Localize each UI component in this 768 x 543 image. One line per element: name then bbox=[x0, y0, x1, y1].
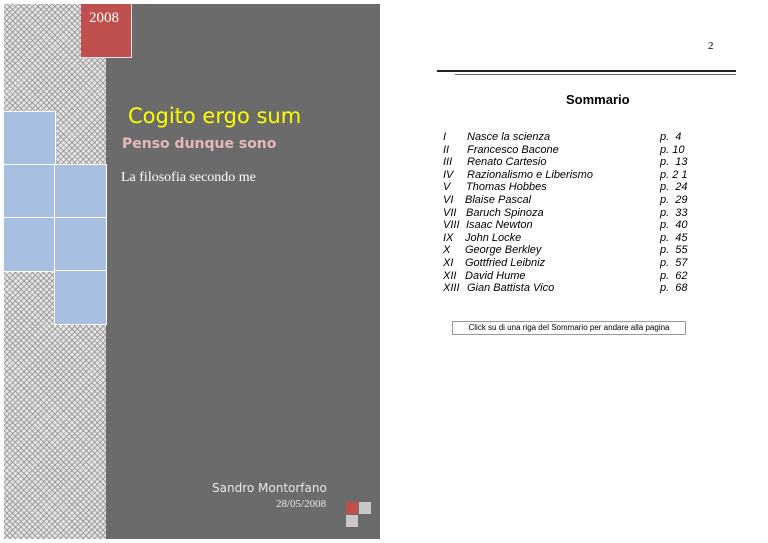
toc-row-11[interactable] bbox=[443, 257, 693, 270]
toc-number: VIII bbox=[443, 219, 460, 232]
toc-row-8[interactable] bbox=[443, 219, 693, 232]
toc-number: X bbox=[443, 244, 451, 257]
toc-page: p. 45 bbox=[660, 231, 688, 244]
toc-chapter: Blaise Pascal bbox=[465, 193, 532, 206]
blue-square bbox=[55, 165, 106, 218]
toc-page: p. 10 bbox=[660, 143, 685, 156]
decor-square-gray bbox=[359, 502, 371, 514]
cover-year: 2008 bbox=[89, 10, 119, 26]
toc-title: Sommario bbox=[566, 92, 630, 107]
toc-number: VI bbox=[443, 193, 454, 206]
toc-page: p. 57 bbox=[660, 256, 688, 269]
toc-number: II bbox=[443, 143, 450, 156]
toc-page: p. 40 bbox=[660, 219, 688, 232]
toc-page: p. 13 bbox=[660, 156, 688, 169]
toc-row-7[interactable] bbox=[443, 207, 693, 220]
toc-page: p. 55 bbox=[660, 244, 688, 257]
toc-row-1[interactable] bbox=[443, 131, 693, 144]
toc-number: XI bbox=[443, 256, 454, 269]
toc-page: p. 68 bbox=[660, 282, 688, 295]
year-box bbox=[81, 4, 132, 58]
toc-row-2[interactable] bbox=[443, 144, 693, 157]
blue-square bbox=[4, 112, 55, 165]
toc-list bbox=[443, 131, 693, 295]
blue-square bbox=[4, 218, 55, 271]
toc-chapter: Baruch Spinoza bbox=[466, 206, 544, 219]
toc-page: p. 24 bbox=[660, 181, 688, 194]
cover-subtitle: Penso dunque sono bbox=[122, 136, 277, 152]
cover-date: 28/05/2008 bbox=[276, 498, 327, 510]
toc-number: VII bbox=[443, 206, 457, 219]
toc-page: p. 2 1 bbox=[660, 168, 688, 181]
cover-author: Sandro Montorfano bbox=[212, 481, 327, 495]
header-rule bbox=[437, 70, 736, 72]
toc-row-4[interactable] bbox=[443, 169, 693, 182]
toc-row-12[interactable] bbox=[443, 270, 693, 283]
toc-row-3[interactable] bbox=[443, 156, 693, 169]
toc-row-5[interactable] bbox=[443, 181, 693, 194]
toc-number: V bbox=[443, 181, 451, 194]
toc-number: XIII bbox=[443, 282, 460, 295]
toc-number: I bbox=[443, 131, 447, 143]
toc-row-10[interactable] bbox=[443, 244, 693, 257]
blue-square bbox=[55, 218, 106, 271]
toc-chapter: Razionalismo e Liberismo bbox=[467, 168, 593, 181]
toc-row-13[interactable] bbox=[443, 282, 693, 295]
cover-tagline: La filosofia secondo me bbox=[121, 170, 256, 185]
toc-page: p. 62 bbox=[660, 269, 688, 282]
toc-page: p. 33 bbox=[660, 206, 688, 219]
decor-square-gray bbox=[346, 515, 358, 527]
toc-chapter: John Locke bbox=[465, 231, 522, 244]
toc-chapter: Gian Battista Vico bbox=[467, 282, 555, 295]
toc-chapter: Nasce la scienza bbox=[467, 131, 551, 143]
toc-page: p. 4 bbox=[660, 131, 682, 143]
toc-chapter: Renato Cartesio bbox=[467, 156, 547, 169]
toc-chapter: Francesco Bacone bbox=[467, 143, 559, 156]
toc-number: IX bbox=[443, 231, 454, 244]
header-rule-thin bbox=[455, 74, 736, 75]
toc-chapter: Isaac Newton bbox=[466, 219, 533, 232]
toc-chapter: David Hume bbox=[465, 269, 526, 282]
cover-dark-panel bbox=[106, 4, 380, 539]
toc-chapter: George Berkley bbox=[465, 244, 542, 257]
page-number: 2 bbox=[708, 40, 714, 52]
toc-number: III bbox=[443, 156, 453, 169]
toc-chapter: Gottfried Leibniz bbox=[465, 256, 546, 269]
toc-chapter: Thomas Hobbes bbox=[466, 181, 547, 194]
toc-row-9[interactable] bbox=[443, 232, 693, 245]
navigation-hint: Click su di una riga del Sommario per andare alla pagina bbox=[452, 321, 686, 335]
toc-number: IV bbox=[443, 168, 454, 181]
toc-number: XII bbox=[443, 269, 457, 282]
decor-square-red bbox=[346, 502, 358, 514]
cover-title: Cogito ergo sum bbox=[128, 104, 302, 128]
blue-square bbox=[4, 165, 55, 218]
toc-page: p. 29 bbox=[660, 193, 688, 206]
toc-row-6[interactable] bbox=[443, 194, 693, 207]
blue-square bbox=[55, 271, 106, 324]
